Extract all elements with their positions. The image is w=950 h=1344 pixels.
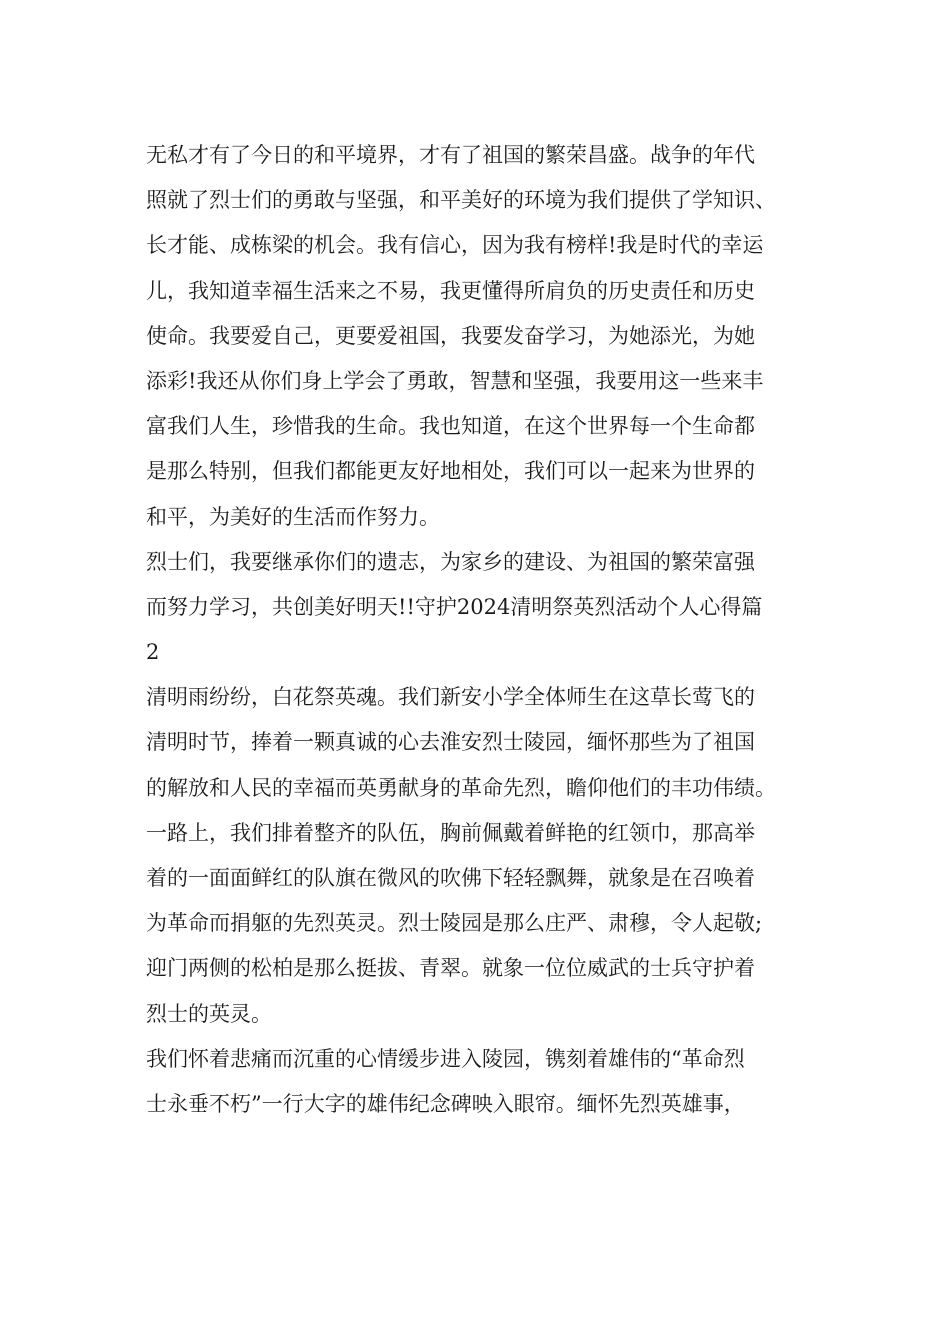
- text-line: 一路上，我们排着整齐的队伍，胸前佩戴着鲜艳的红领巾，那高举: [146, 820, 755, 845]
- text-line: 着的一面面鲜红的队旗在微风的吹佛下轻轻飘舞，就象是在召唤着: [146, 866, 755, 890]
- text-line: 是那么特别，但我们都能更友好地相处，我们可以一起来为世界的: [146, 459, 755, 484]
- text-line: 烈士的英灵。: [146, 1001, 272, 1026]
- text-line: 无私才有了今日的和平境界，才有了祖国的繁荣昌盛。战争的年代: [146, 143, 755, 167]
- text-line: 士永垂不朽”一行大字的雄伟纪念碑映入眼帘。缅怀先烈英雄事，: [146, 1091, 745, 1116]
- text-line: 使命。我要爱自己，更要爱祖国，我要发奋学习，为她添光，为她: [146, 323, 755, 348]
- text-line: 照就了烈士们的勇敢与坚强，和平美好的环境为我们提供了学知识、: [146, 188, 776, 213]
- text-line: 富我们人生，珍惜我的生命。我也知道，在这个世界每一个生命都: [146, 414, 755, 439]
- text-line: 烈士们，我要继承你们的遗志，为家乡的建设、为祖国的繁荣富强: [146, 549, 755, 574]
- text-line: 迎门两侧的松柏是那么挺拔、青翠。就象一位位威武的士兵守护着: [146, 956, 755, 981]
- text-line: 2: [146, 640, 160, 665]
- text-line: 和平，为美好的生活而作努力。: [146, 504, 440, 529]
- text-line: 清明时节，捧着一颗真诚的心去淮安烈士陵园，缅怀那些为了祖国: [146, 730, 755, 755]
- text-line: 为革命而捐躯的先烈英灵。烈士陵园是那么庄严、肃穆，令人起敬;: [146, 911, 763, 936]
- text-line: 的解放和人民的幸福而英勇献身的革命先烈，瞻仰他们的丰功伟绩。: [146, 775, 776, 800]
- text-line: 清明雨纷纷，白花祭英魂。我们新安小学全体师生在这草长莺飞的: [146, 685, 755, 710]
- text-line: 儿，我知道幸福生活来之不易，我更懂得所肩负的历史责任和历史: [146, 278, 755, 303]
- text-line: 长才能、成栋梁的机会。我有信心，因为我有榜样!我是时代的幸运: [146, 233, 764, 258]
- text-line: 而努力学习，共创美好明天!!守护2024清明祭英烈活动个人心得篇: [146, 594, 763, 619]
- text-line: 我们怀着悲痛而沉重的心情缓步进入陵园，镌刻着雄伟的“革命烈: [146, 1046, 745, 1071]
- body-text: [146, 133, 826, 1127]
- text-line: 添彩!我还从你们身上学会了勇敢，智慧和坚强，我要用这一些来丰: [146, 368, 764, 393]
